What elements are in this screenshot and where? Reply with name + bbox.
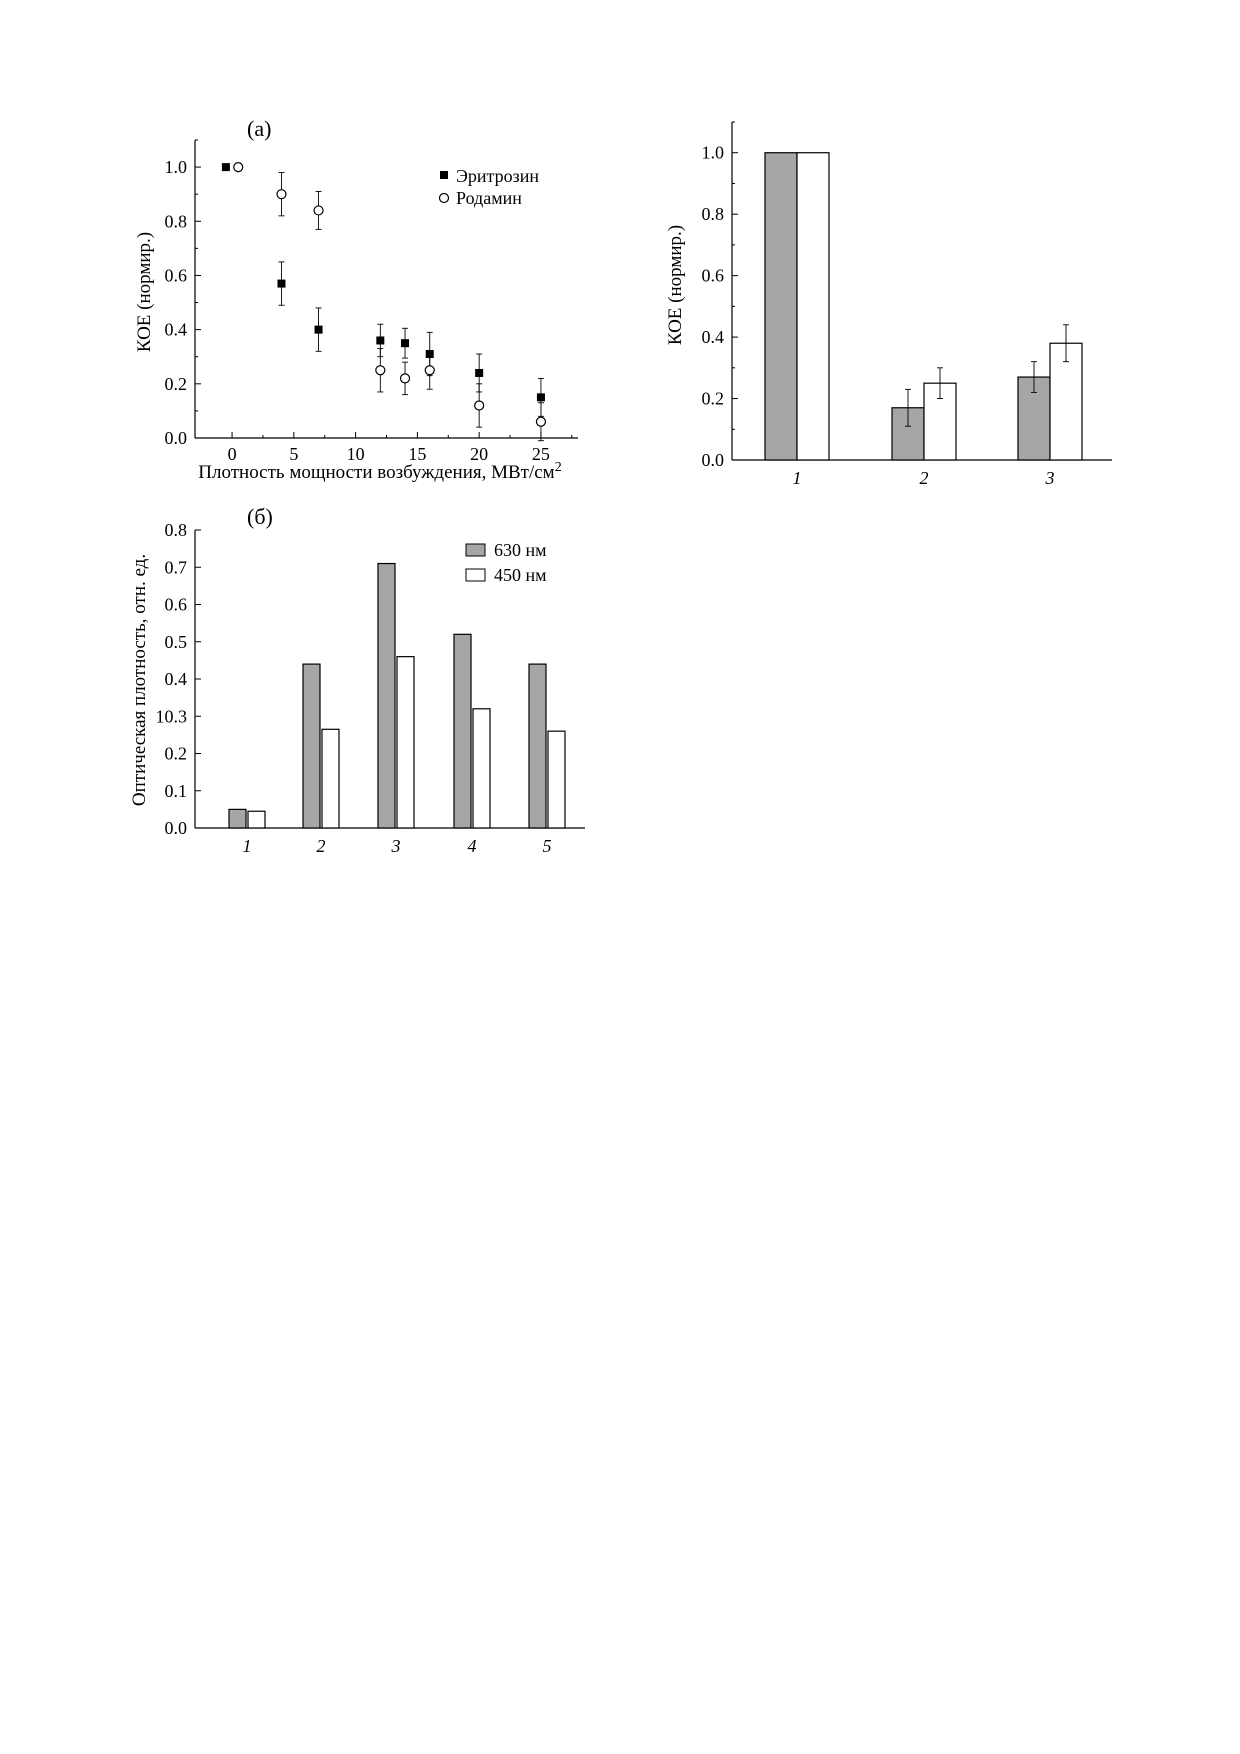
bar-b xyxy=(454,634,471,828)
category-label-right: 2 xyxy=(919,468,929,488)
bar-right xyxy=(797,153,829,460)
data-point-circle xyxy=(277,190,286,199)
data-point-circle xyxy=(475,401,484,410)
y-tick-label-b: 0.4 xyxy=(164,669,187,689)
bar-b xyxy=(248,811,265,828)
y-tick-label-a: 0.8 xyxy=(164,211,187,232)
bar-panel-b xyxy=(129,504,585,856)
x-axis-label-a: Плотность мощности возбуждения, МВт/$см^2$ xyxy=(198,460,562,483)
bar-b xyxy=(473,709,490,828)
legend-swatch-630 xyxy=(466,544,485,556)
bar-b xyxy=(378,564,395,828)
data-point-square xyxy=(475,369,483,377)
x-tick-label-a: 25 xyxy=(531,444,550,464)
data-point-circle xyxy=(536,417,545,426)
y-tick-label-right: 0.0 xyxy=(701,450,724,470)
x-tick-label-a: 10 xyxy=(346,444,365,464)
category-label-b: 4 xyxy=(467,836,477,856)
category-label-right: 3 xyxy=(1045,468,1055,488)
data-point-square xyxy=(315,326,323,334)
y-tick-label-right: 0.8 xyxy=(701,204,724,225)
data-point-circle xyxy=(376,366,385,375)
y-tick-label-a: 0.0 xyxy=(164,428,187,448)
category-label-b: 5 xyxy=(542,836,552,856)
x-tick-label-a: 0 xyxy=(227,444,237,464)
y-tick-label-right: 0.6 xyxy=(701,265,724,286)
data-point-circle xyxy=(401,374,410,383)
y-tick-label-b: 0.2 xyxy=(164,743,187,764)
y-axis-label-right: КОЕ (нормир.) xyxy=(665,224,686,346)
legend-a xyxy=(440,166,540,208)
data-point-circle xyxy=(425,366,434,375)
y-axis-label-b: Оптическая плотность, отн. ед. xyxy=(129,553,150,807)
y-tick-label-a: 1.0 xyxy=(164,157,187,178)
y-tick-label-a: 0.6 xyxy=(164,265,187,286)
data-point-square xyxy=(277,280,285,288)
x-tick-label-a: 20 xyxy=(470,444,489,464)
legend-marker-square xyxy=(440,171,448,179)
legend-label-rhodamine: Родамин xyxy=(456,188,522,208)
bar-b xyxy=(322,729,339,828)
bar-b xyxy=(303,664,320,828)
legend-label-630: 630 нм xyxy=(494,540,547,560)
category-label-right: 1 xyxy=(792,468,802,488)
legend-marker-circle xyxy=(440,194,449,203)
x-tick-label-a: 5 xyxy=(289,444,299,464)
bar-b xyxy=(548,731,565,828)
legend-swatch-450 xyxy=(466,569,485,581)
data-point-square xyxy=(222,163,230,171)
y-tick-label-b: 0.0 xyxy=(164,818,187,838)
y-axis-label-a: КОЕ (нормир.) xyxy=(134,231,155,353)
y-tick-label-b: 10.3 xyxy=(155,706,187,727)
data-point-square xyxy=(537,393,545,401)
category-label-b: 3 xyxy=(391,836,401,856)
bar-b xyxy=(397,657,414,828)
bar-b xyxy=(529,664,546,828)
bars-right xyxy=(765,153,1082,460)
legend-b xyxy=(466,540,547,585)
y-tick-label-a: 0.2 xyxy=(164,373,187,394)
data-point-square xyxy=(376,336,384,344)
y-tick-label-a: 0.4 xyxy=(164,319,187,340)
panel-label-b: (б) xyxy=(247,504,273,529)
x-tick-label-a: 15 xyxy=(408,444,427,464)
y-tick-label-b: 0.8 xyxy=(164,520,187,540)
bar-right xyxy=(765,153,797,460)
y-tick-label-right: 0.2 xyxy=(701,388,724,409)
data-point-square xyxy=(401,339,409,347)
panel-label-a: (a) xyxy=(247,116,272,141)
category-label-b: 2 xyxy=(316,836,326,856)
legend-label-erythrosine: Эритрозин xyxy=(456,166,539,186)
y-tick-label-b: 0.5 xyxy=(164,631,187,652)
category-label-b: 1 xyxy=(242,836,252,856)
scatter-panel-a xyxy=(134,116,578,483)
bar-panel-right xyxy=(665,122,1112,488)
bars-b xyxy=(229,564,565,828)
data-point-circle xyxy=(314,206,323,215)
y-tick-label-b: 0.1 xyxy=(164,780,187,801)
y-tick-label-b: 0.6 xyxy=(164,594,187,615)
y-tick-label-right: 0.4 xyxy=(701,327,724,348)
bar-b xyxy=(229,809,246,828)
legend-label-450: 450 нм xyxy=(494,565,547,585)
y-tick-label-b: 0.7 xyxy=(164,557,187,578)
y-tick-label-right: 1.0 xyxy=(701,142,724,163)
data-point-circle xyxy=(234,163,243,172)
